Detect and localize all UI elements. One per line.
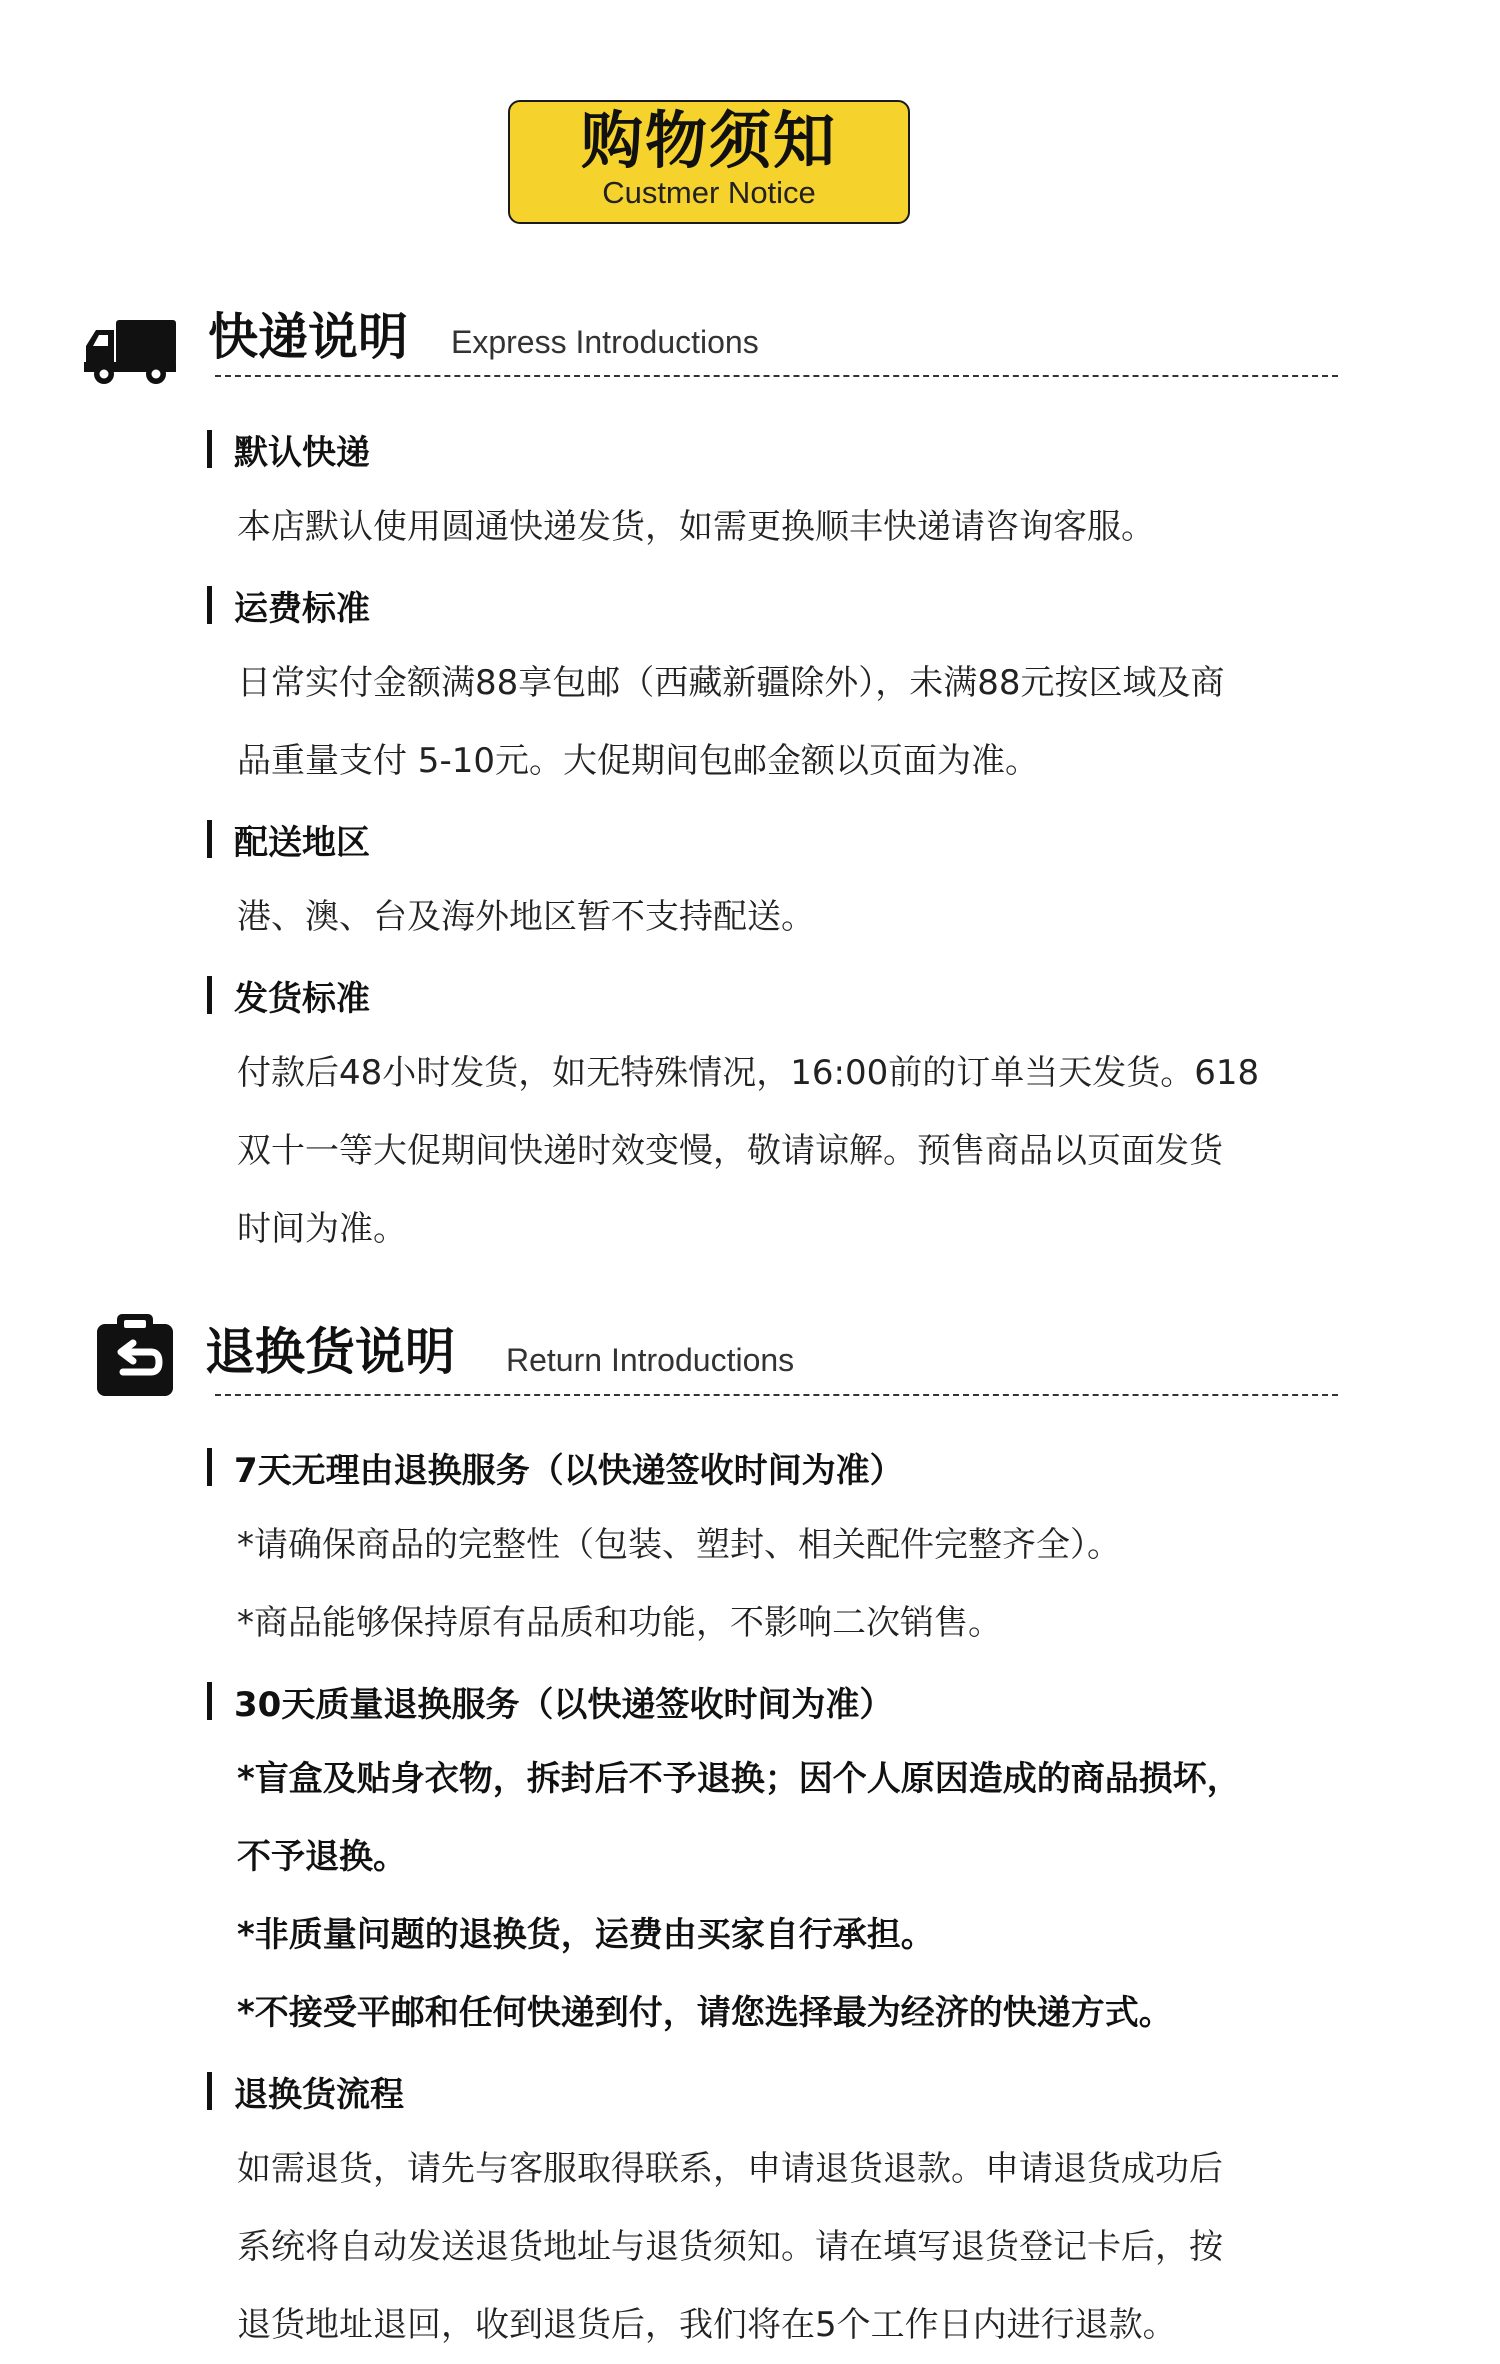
express-list — [207, 410, 1357, 1268]
express-paragraph — [237, 878, 1357, 956]
express-subheading — [207, 410, 1357, 488]
returns-paragraph — [237, 1506, 1357, 1662]
paragraph-line: *请确保商品的完整性（包装、塑封、相关配件完整齐全）。 — [237, 1525, 1121, 1565]
express-paragraph — [237, 488, 1357, 566]
returns-divider — [215, 1394, 1338, 1396]
subheading-text: 配送地区 — [234, 822, 370, 863]
express-section-title: 快递说明 — [208, 308, 408, 366]
paragraph-line: 双十一等大促期间快递时效变慢，敬请谅解。预售商品以页面发货 — [237, 1131, 1223, 1171]
express-paragraph — [237, 644, 1357, 800]
express-paragraph — [237, 1034, 1357, 1268]
returns-subheading — [207, 1428, 1357, 1506]
paragraph-line: *商品能够保持原有品质和功能，不影响二次销售。 — [237, 1603, 1002, 1643]
express-subheading — [207, 800, 1357, 878]
returns-subheading — [207, 2052, 1357, 2130]
subheading-text: 退换货流程 — [234, 2074, 404, 2115]
notice-badge — [508, 100, 910, 224]
paragraph-line: 本店默认使用圆通快递发货，如需更换顺丰快递请咨询客服。 — [237, 507, 1155, 547]
express-section-subtitle: Express Introductions — [451, 324, 759, 360]
heading-bar — [207, 586, 212, 624]
paragraph-line: 日常实付金额满88享包邮（西藏新疆除外），未满88元按区域及商 — [237, 663, 1225, 703]
paragraph-line: *不接受平邮和任何快递到付，请您选择最为经济的快递方式。 — [237, 1993, 1173, 2033]
express-subheading — [207, 566, 1357, 644]
return-clipboard-icon — [97, 1314, 173, 1396]
returns-paragraph — [237, 2130, 1357, 2364]
notice-subtitle: Custmer Notice — [602, 175, 816, 210]
heading-bar — [207, 1682, 212, 1720]
paragraph-line: *盲盒及贴身衣物，拆封后不予退换；因个人原因造成的商品损坏， — [237, 1759, 1241, 1799]
paragraph-line: 如需退货，请先与客服取得联系，申请退货退款。申请退货成功后 — [237, 2149, 1223, 2189]
heading-bar — [207, 820, 212, 858]
paragraph-line: 系统将自动发送退货地址与退货须知。请在填写退货登记卡后，按 — [237, 2227, 1223, 2267]
subheading-text: 发货标准 — [234, 978, 370, 1019]
returns-section-subtitle: Return Introductions — [506, 1342, 795, 1378]
subheading-text: 7天无理由退换服务（以快递签收时间为准） — [234, 1450, 904, 1491]
notice-title: 购物须知 — [580, 104, 837, 177]
paragraph-line: *非质量问题的退换货，运费由买家自行承担。 — [237, 1915, 935, 1955]
heading-bar — [207, 430, 212, 468]
subheading-text: 运费标准 — [234, 588, 370, 629]
returns-paragraph — [237, 1740, 1357, 2052]
truck-icon — [82, 318, 178, 386]
paragraph-line: 不予退换。 — [237, 1837, 407, 1877]
subheading-text: 默认快递 — [234, 432, 370, 473]
paragraph-line: 港、澳、台及海外地区暂不支持配送。 — [237, 897, 815, 937]
paragraph-line: 付款后48小时发货，如无特殊情况，16:00前的订单当天发货。618 — [237, 1053, 1260, 1093]
express-divider — [215, 375, 1338, 377]
paragraph-line: 品重量支付 5-10元。大促期间包邮金额以页面为准。 — [237, 741, 1039, 781]
returns-list — [207, 1428, 1357, 2364]
returns-section-title: 退换货说明 — [205, 1323, 455, 1381]
subheading-text: 30天质量退换服务（以快递签收时间为准） — [234, 1684, 894, 1725]
returns-subheading — [207, 1662, 1357, 1740]
heading-bar — [207, 976, 212, 1014]
paragraph-line: 时间为准。 — [237, 1209, 407, 1249]
express-subheading — [207, 956, 1357, 1034]
heading-bar — [207, 1448, 212, 1486]
paragraph-line: 退货地址退回，收到退货后，我们将在5个工作日内进行退款。 — [237, 2305, 1177, 2345]
heading-bar — [207, 2072, 212, 2110]
